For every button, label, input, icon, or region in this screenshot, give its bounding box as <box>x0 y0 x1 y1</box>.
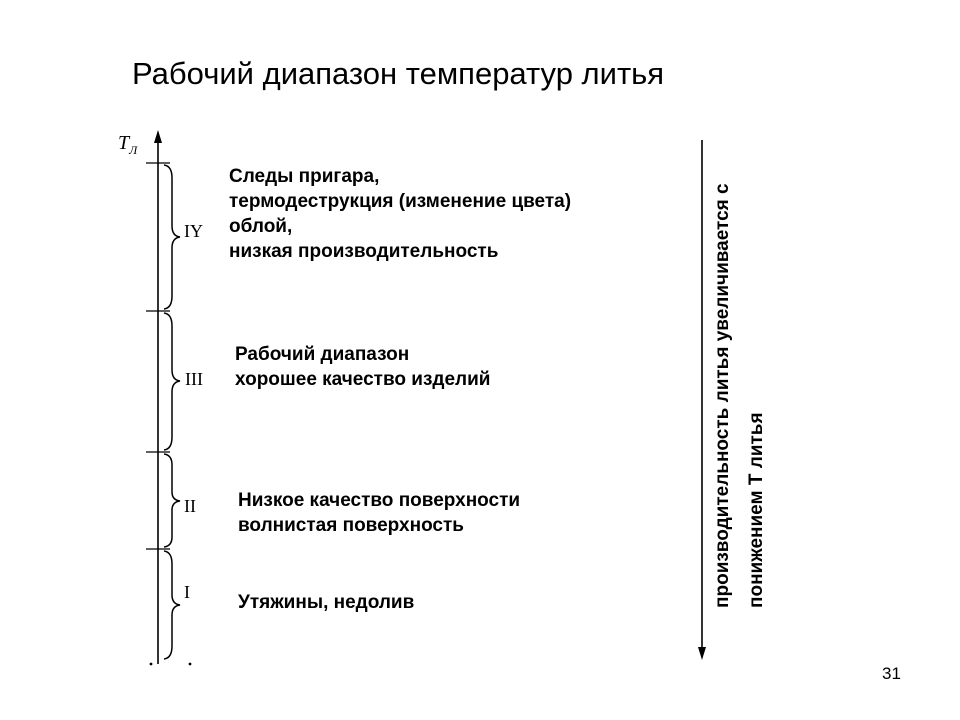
zone-description-iii <box>235 342 490 392</box>
zone-numeral-iy: IY <box>184 221 203 241</box>
zone-brace-ii <box>164 454 180 547</box>
productivity-arrowhead-down <box>698 647 706 660</box>
zone-brace-iii <box>164 313 180 450</box>
axis-arrowhead-up <box>154 130 162 143</box>
zone-text-line: облой, <box>229 216 293 237</box>
side-note-line-1: производительность литья увеличивается с <box>712 183 733 608</box>
zone-text-line: низкая производительность <box>229 241 499 262</box>
zone-numeral-ii: II <box>184 496 196 516</box>
axis-label: $T_Л$ <box>118 132 138 157</box>
zone-text-line: волнистая поверхность <box>238 515 464 536</box>
slide-title: Рабочий диапазон температур литья <box>132 56 665 91</box>
zone-description-i <box>238 590 414 615</box>
zone-description-iy <box>229 164 571 264</box>
zone-text-line: Низкое качество поверхности <box>238 490 521 511</box>
page-number: 31 <box>882 664 901 683</box>
zone-text-line: Рабочий диапазон <box>235 344 410 365</box>
zone-text-line: Следы пригара, <box>229 166 380 187</box>
side-note-line-2: понижением Т литья <box>746 412 767 608</box>
zone-numeral-i: I <box>184 582 190 602</box>
zone-brace-iy <box>164 165 180 309</box>
zone-text-line: хорошее качество изделий <box>235 369 491 390</box>
zone-description-ii <box>238 488 520 538</box>
zone-text-line: Утяжины, недолив <box>238 592 415 613</box>
zone-numeral-iii: III <box>185 369 203 389</box>
zone-brace-i <box>164 551 180 659</box>
zone-text-line: термодеструкция (изменение цвета) <box>229 191 572 212</box>
